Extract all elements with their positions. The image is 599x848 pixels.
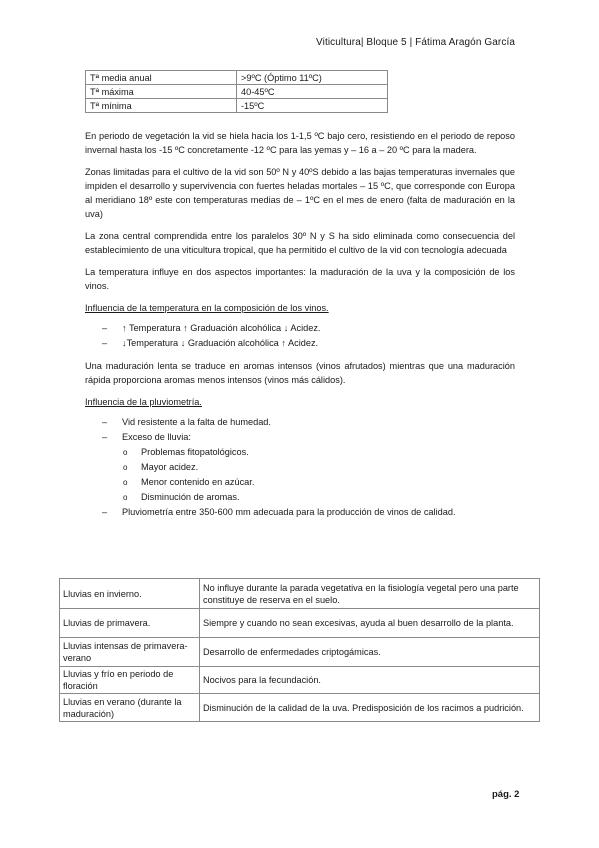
list-item-text: ↓Temperatura ↓ Graduación alcohólica ↑ Acidez.: [122, 338, 319, 348]
dash-bullet: –: [102, 338, 108, 348]
list-item: [85, 336, 515, 351]
section-heading: Influencia de la temperatura en la composición de los vinos.: [85, 303, 329, 313]
temperature-table: [85, 70, 388, 113]
rainfall-table: [59, 578, 540, 722]
paragraph: Una maduración lenta se traduce en aromas intensos (vinos afrutados) mientras que una maduración rápida proporciona aromas menos intensos (vinos más cálidos).: [85, 361, 515, 385]
table-row: [60, 579, 540, 609]
table-cell-condition: Lluvias de primavera.: [60, 609, 200, 638]
sub-list: [85, 445, 515, 505]
dash-bullet: –: [102, 507, 108, 517]
table-cell-effect: Desarrollo de enfermedades criptogámicas.: [200, 638, 540, 667]
sub-list-item: [85, 490, 515, 505]
table-cell-condition: Lluvias intensas de primavera- verano: [60, 638, 200, 667]
bullet-list: [85, 415, 515, 520]
table-cell-condition: Lluvias en verano (durante la maduración): [60, 694, 200, 722]
list-item: [85, 415, 515, 430]
sub-list-item-text: Problemas fitopatológicos.: [141, 447, 249, 457]
table-cell-label: Tª media anual: [86, 71, 237, 85]
table-cell-label: Tª mínima: [86, 99, 237, 113]
list-item-text: ↑ Temperatura ↑ Graduación alcohólica ↓ Acidez.: [122, 323, 321, 333]
paragraph: En periodo de vegetación la vid se hiela hacia los 1-1,5 ºC bajo cero, resistiendo en el periodo de reposo invernal hasta los -15 ºC concretamente -12 ºC para las yemas y – 16 a – 20 ºC para la madera.: [85, 131, 515, 155]
list-item: [85, 505, 515, 520]
sub-list-item-text: Disminución de aromas.: [141, 492, 240, 502]
table-cell-label: Tª máxima: [86, 85, 237, 99]
list-item: [85, 321, 515, 336]
list-item: [85, 430, 515, 505]
paragraph: La temperatura influye en dos aspectos importantes: la maduración de la uva y la composición de los vinos.: [85, 267, 515, 291]
sub-list-item-text: Mayor acidez.: [141, 462, 199, 472]
table-cell-value: >9ºC (Óptimo 11ºC): [237, 71, 388, 85]
table-cell-effect: No influye durante la parada vegetativa en la fisiología vegetal pero una parte constituye de reserva en el suelo.: [200, 579, 540, 609]
table-row: [60, 667, 540, 694]
paragraph: Zonas limitadas para el cultivo de la vid son 50º N y 40ºS debido a las bajas temperaturas invernales que impiden el desarrollo y supervivencia con fuertes heladas mortales – 15 ºC, que corresponde con Europa al meridiano 18º este con temperaturas medias de – 1ºC en el mes de enero (falta de maduración en la uva): [85, 167, 515, 219]
bullet-list: [85, 321, 515, 351]
sub-list-item: [85, 460, 515, 475]
circle-bullet: o: [123, 478, 128, 487]
table-cell-condition: Lluvias y frío en periodo de floración: [60, 667, 200, 694]
sub-list-item: [85, 475, 515, 490]
page-header: Viticultura| Bloque 5 | Fátima Aragón García: [316, 37, 515, 48]
dash-bullet: –: [102, 323, 108, 333]
table-cell-value: 40-45ºC: [237, 85, 388, 99]
table-cell-effect: Nocivos para la fecundación.: [200, 667, 540, 694]
dash-bullet: –: [102, 432, 108, 442]
list-item-text: Pluviometría entre 350-600 mm adecuada para la producción de vinos de calidad.: [122, 507, 456, 517]
page-number: pág. 2: [492, 789, 520, 800]
circle-bullet: o: [123, 448, 128, 457]
table-row: [86, 71, 388, 85]
table-cell-value: -15ºC: [237, 99, 388, 113]
sub-list-item-text: Menor contenido en azúcar.: [141, 477, 255, 487]
sub-list-item: [85, 445, 515, 460]
table-cell-effect: Siempre y cuando no sean excesivas, ayuda al buen desarrollo de la planta.: [200, 609, 540, 638]
table-row: [60, 694, 540, 722]
document-body: [85, 70, 515, 520]
table-row: [60, 609, 540, 638]
table-cell-condition: Lluvias en invierno.: [60, 579, 200, 609]
table-row: [86, 85, 388, 99]
circle-bullet: o: [123, 493, 128, 502]
list-item-text: Vid resistente a la falta de humedad.: [122, 417, 271, 427]
table-row: [60, 638, 540, 667]
circle-bullet: o: [123, 463, 128, 472]
table-row: [86, 99, 388, 113]
paragraph: La zona central comprendida entre los paralelos 30º N y S ha sido eliminada como consecuencia del establecimiento de una viticultura tropical, que ha permitido el cultivo de la vid con tecnología adecuada: [85, 231, 515, 255]
section-heading: Influencia de la pluviometría.: [85, 397, 202, 407]
dash-bullet: –: [102, 417, 108, 427]
table-cell-effect: Disminución de la calidad de la uva. Predisposición de los racimos a pudrición.: [200, 694, 540, 722]
list-item-text: Exceso de lluvia:: [122, 432, 191, 442]
